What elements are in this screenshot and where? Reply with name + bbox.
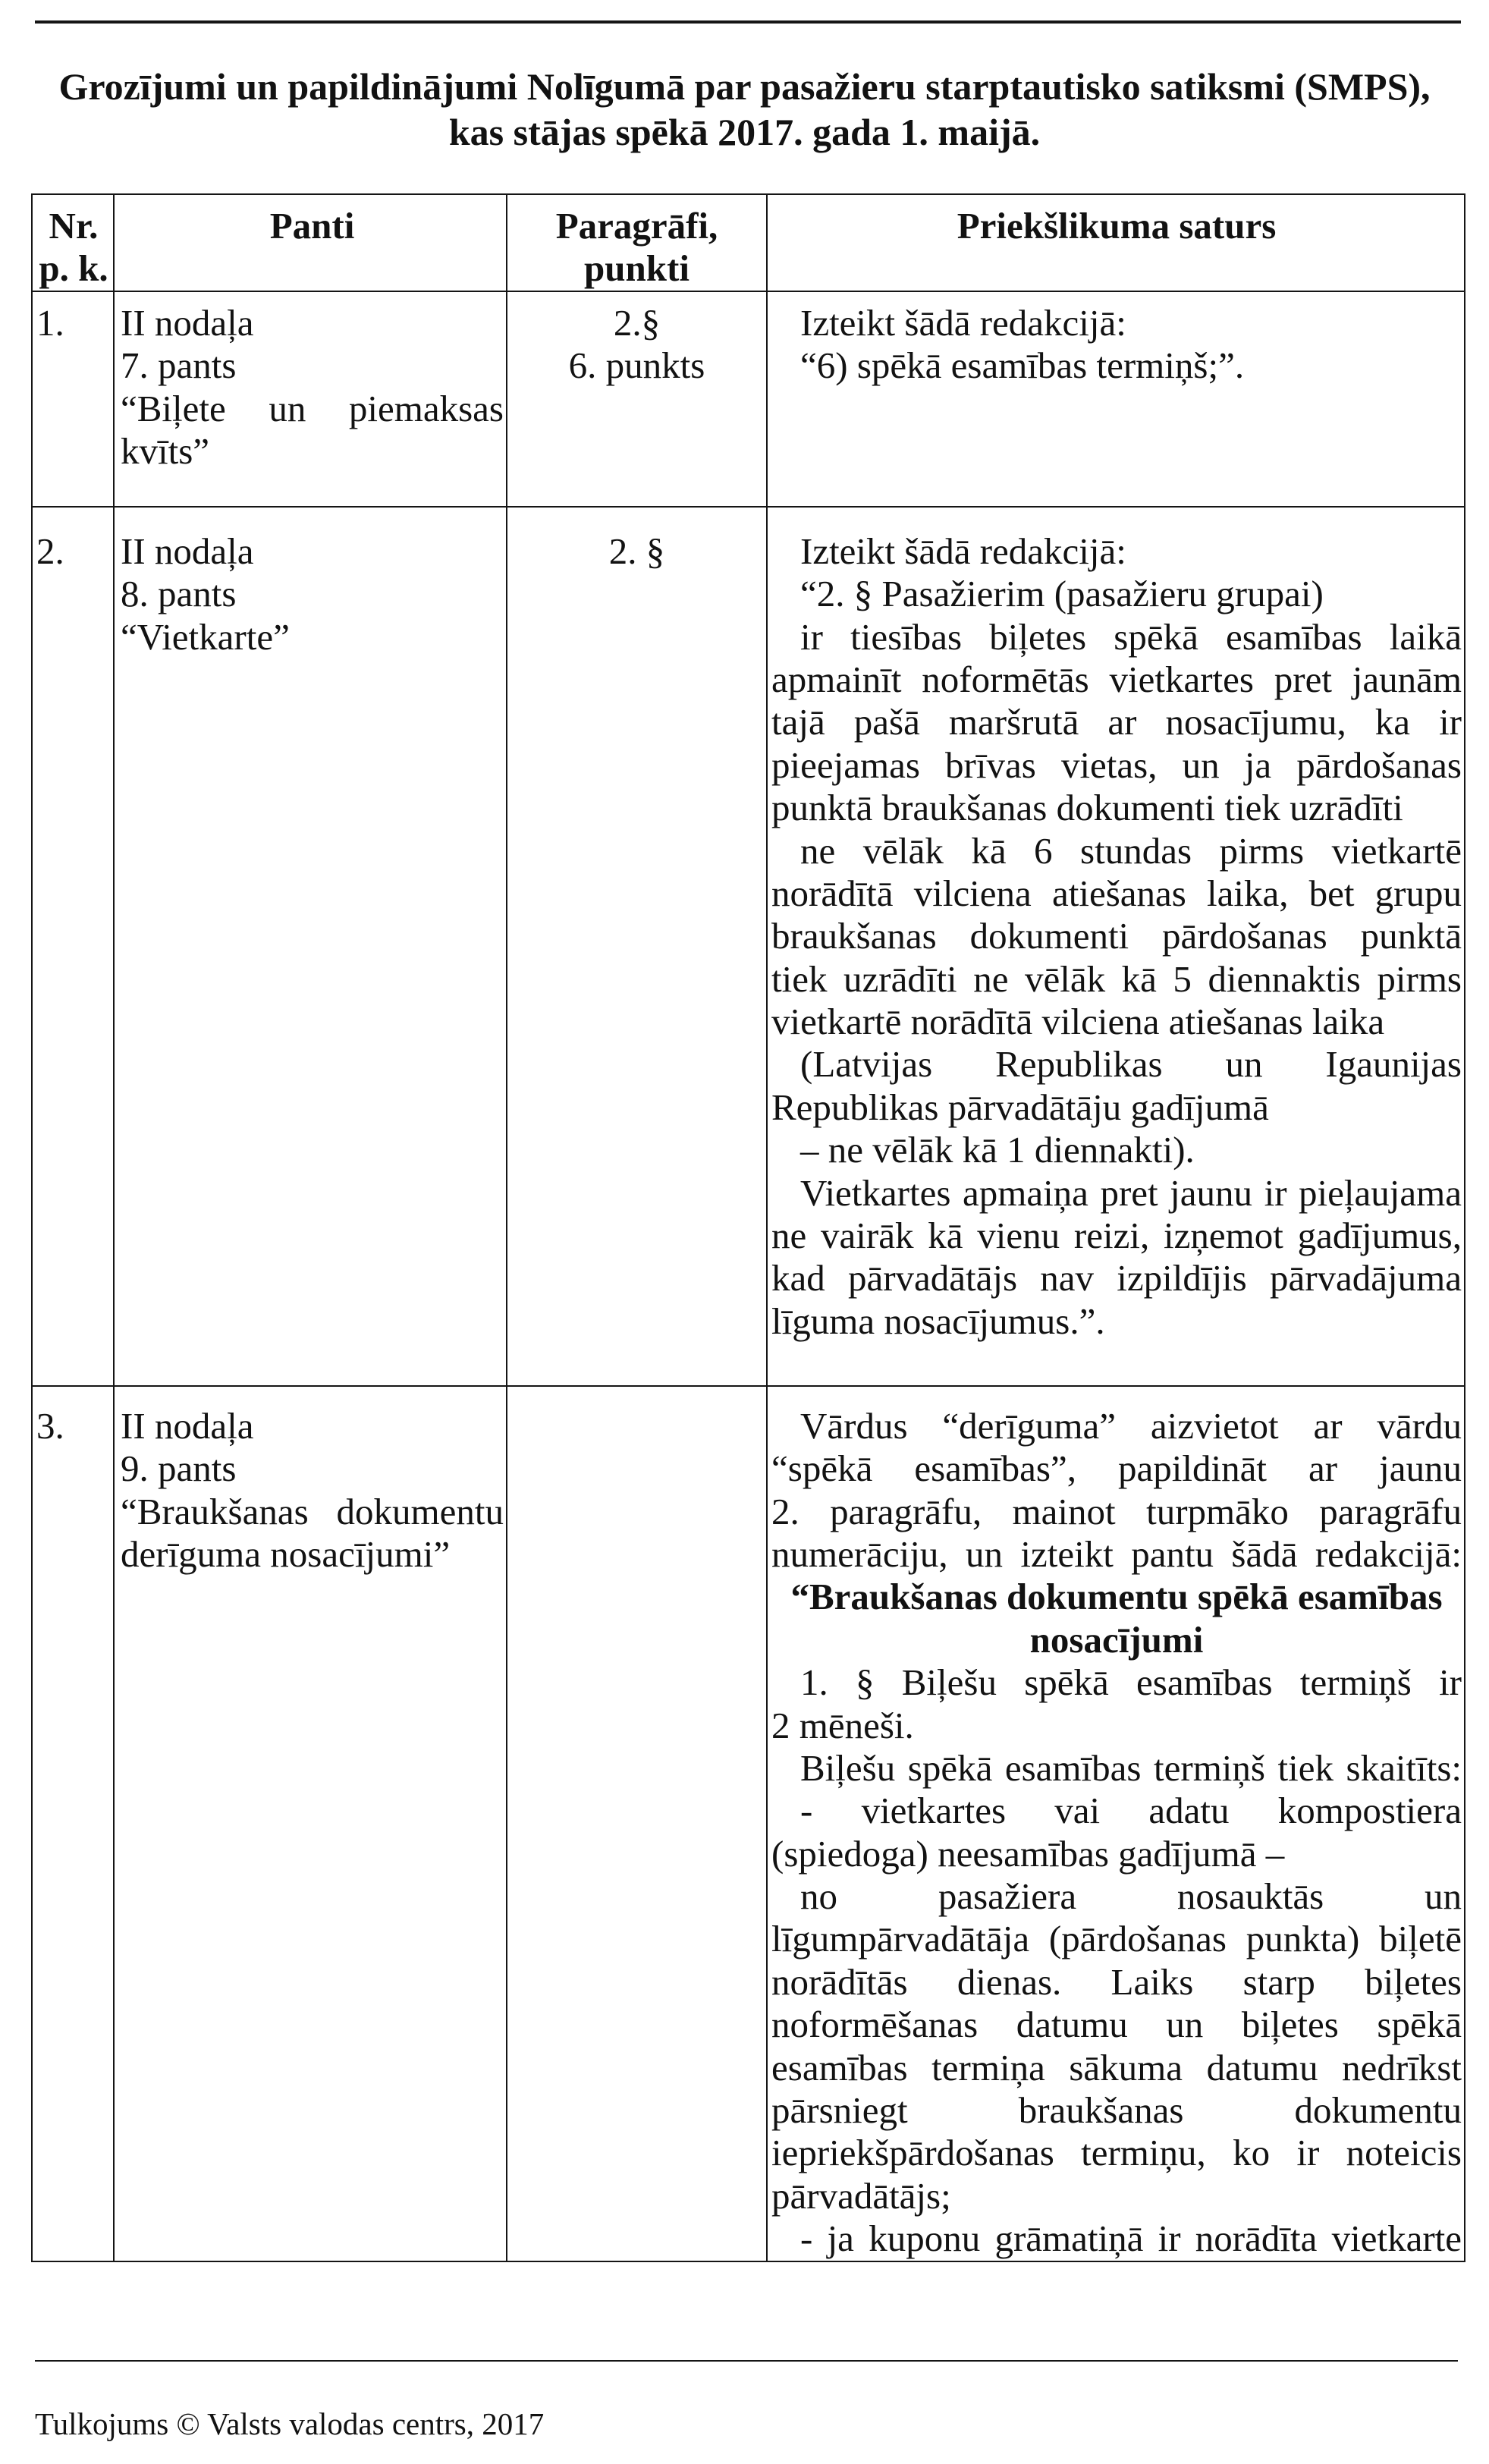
document-title xyxy=(0,64,1489,155)
row-articles-cell xyxy=(114,1386,507,2261)
content-line: iepriekšpārdošanas termiņu, ko ir noteicis xyxy=(771,2132,1462,2174)
content-line: noformēšanas datumu un biļetes spēkā xyxy=(771,2004,1462,2046)
header-content-cell xyxy=(767,194,1465,291)
content-line: 2 mēneši. xyxy=(771,1704,914,1746)
header-paragraphs-label: punkti xyxy=(584,247,690,290)
top-rule xyxy=(35,20,1461,24)
footer-rule xyxy=(35,2360,1458,2362)
content-line: apmainīt noformētās vietkartes pret jaunām xyxy=(771,658,1462,700)
article-line: II nodaļa xyxy=(121,530,254,572)
content-line: braukšanas dokumenti pārdošanas punktā xyxy=(771,915,1462,957)
content-line: ne vēlāk kā 6 stundas pirms vietkartē xyxy=(800,829,1462,872)
row-paragraphs-cell xyxy=(507,291,767,507)
header-articles-cell xyxy=(114,194,507,291)
content-line: esamības termiņa sākuma datumu nedrīkst xyxy=(771,2046,1462,2088)
article-line: kvīts” xyxy=(121,429,210,472)
content-line: Vārdus “derīguma” aizvietot ar vārdu xyxy=(800,1404,1462,1447)
row-number: 1. xyxy=(36,301,64,344)
content-line: 2. paragrāfu, mainot turpmāko paragrāfu xyxy=(771,1490,1462,1532)
content-heading-line: “Braukšanas dokumentu spēkā esamības xyxy=(790,1576,1443,1618)
content-line: līguma nosacījumus.”. xyxy=(771,1300,1105,1342)
row-articles-cell xyxy=(114,291,507,507)
row-number-cell xyxy=(32,1386,114,2261)
table-row xyxy=(32,507,1465,1386)
article-line: 8. pants xyxy=(121,573,237,615)
amendments-table xyxy=(31,193,1465,2262)
header-paragraphs-label: Paragrāfi, xyxy=(555,205,718,247)
header-number-label: Nr. xyxy=(49,205,99,247)
content-line: kad pārvadātājs nav izpildījis pārvadājuma xyxy=(771,1257,1462,1300)
row-content-cell xyxy=(767,291,1465,507)
paragraph-line: 2.§ xyxy=(613,301,661,344)
content-line: (Latvijas Republikas un Igaunijas xyxy=(800,1043,1462,1086)
article-line: “Braukšanas dokumentu xyxy=(121,1490,504,1532)
row-content-cell xyxy=(767,507,1465,1386)
content-line: 1. § Biļešu spēkā esamības termiņš ir xyxy=(800,1661,1462,1704)
content-line: tiek uzrādīti ne vēlāk kā 5 diennaktis pirms xyxy=(771,957,1462,1000)
article-line: derīguma nosacījumi” xyxy=(121,1532,451,1575)
row-number-cell xyxy=(32,291,114,507)
paragraph-line: 2. § xyxy=(608,530,665,572)
article-line: 9. pants xyxy=(121,1447,237,1490)
article-line: II nodaļa xyxy=(121,301,254,344)
header-number-label: p. k. xyxy=(39,247,108,290)
title-line: Grozījumi un papildinājumi Nolīgumā par pasažieru starptautisko satiksmi (SMPS), xyxy=(58,65,1431,108)
row-paragraphs-cell xyxy=(507,507,767,1386)
content-heading-line: nosacījumi xyxy=(1029,1618,1204,1661)
content-line: pieejamas brīvas vietas, un ja pārdošanas xyxy=(771,743,1462,786)
content-line: Izteikt šādā redakcijā: xyxy=(800,301,1126,344)
title-line: kas stājas spēkā 2017. gada 1. maijā. xyxy=(448,111,1041,153)
header-articles-label: Panti xyxy=(269,205,355,247)
row-content-cell xyxy=(767,1386,1465,2261)
article-line: “Vietkarte” xyxy=(121,615,290,658)
content-line: (spiedoga) neesamības gadījumā – xyxy=(771,1832,1285,1875)
content-line: Republikas pārvadātāju gadījumā xyxy=(771,1086,1269,1128)
content-line: Izteikt šādā redakcijā: xyxy=(800,530,1126,572)
content-line: punktā braukšanas dokumenti tiek uzrādīti xyxy=(771,787,1403,829)
row-paragraphs-cell xyxy=(507,1386,767,2261)
content-line: “spēkā esamības”, papildināt ar jaunu xyxy=(771,1447,1462,1490)
row-number: 2. xyxy=(36,530,64,572)
content-line: Vietkartes apmaiņa pret jaunu ir pieļaujama xyxy=(800,1171,1462,1214)
content-line: no pasažiera nosauktās un xyxy=(800,1875,1462,1918)
content-line: ne vairāk kā vienu reizi, izņemot gadījumus, xyxy=(771,1215,1462,1257)
content-line: vietkartē norādītā vilciena atiešanas laika xyxy=(771,1001,1385,1043)
header-paragraphs-cell xyxy=(507,194,767,291)
content-line: - vietkartes vai adatu kompostiera xyxy=(800,1790,1462,1832)
content-line: “2. § Pasažierim (pasažieru grupai) xyxy=(800,573,1324,615)
row-number: 3. xyxy=(36,1404,64,1447)
header-number-cell xyxy=(32,194,114,291)
content-line: pārvadātājs; xyxy=(771,2174,951,2217)
content-line: Biļešu spēkā esamības termiņš tiek skaitīts: xyxy=(800,1746,1462,1789)
content-line: – ne vēlāk kā 1 diennakti). xyxy=(800,1129,1195,1171)
table-header-row xyxy=(32,194,1465,291)
article-line: 7. pants xyxy=(121,344,237,387)
content-line: - ja kuponu grāmatiņā ir norādīta vietkarte xyxy=(800,2217,1462,2260)
paragraph-line: 6. punkts xyxy=(568,344,705,387)
content-line: pārsniegt braukšanas dokumentu xyxy=(771,2089,1462,2132)
content-line: līgumpārvadātāja (pārdošanas punkta) biļetē xyxy=(771,1918,1462,1960)
footer-text: Tulkojums © Valsts valodas centrs, 2017 xyxy=(35,2406,545,2441)
header-content-label: Priekšlikuma saturs xyxy=(957,205,1277,247)
content-line: ir tiesības biļetes spēkā esamības laikā xyxy=(800,615,1462,658)
table-row xyxy=(32,1386,1465,2261)
content-line: “6) spēkā esamības termiņš;”. xyxy=(800,344,1245,387)
content-line: norādītā vilciena atiešanas laika, bet grupu xyxy=(771,872,1462,914)
content-line: numerāciju, un izteikt pantu šādā redakcijā: xyxy=(771,1532,1462,1575)
content-line: tajā pašā maršrutā ar nosacījumu, ka ir xyxy=(771,701,1462,743)
article-line: “Biļete un piemaksas xyxy=(121,387,504,429)
content-line: norādītās dienas. Laiks starp biļetes xyxy=(771,1960,1462,2003)
row-articles-cell xyxy=(114,507,507,1386)
article-line: II nodaļa xyxy=(121,1404,254,1447)
table-row xyxy=(32,291,1465,507)
row-number-cell xyxy=(32,507,114,1386)
